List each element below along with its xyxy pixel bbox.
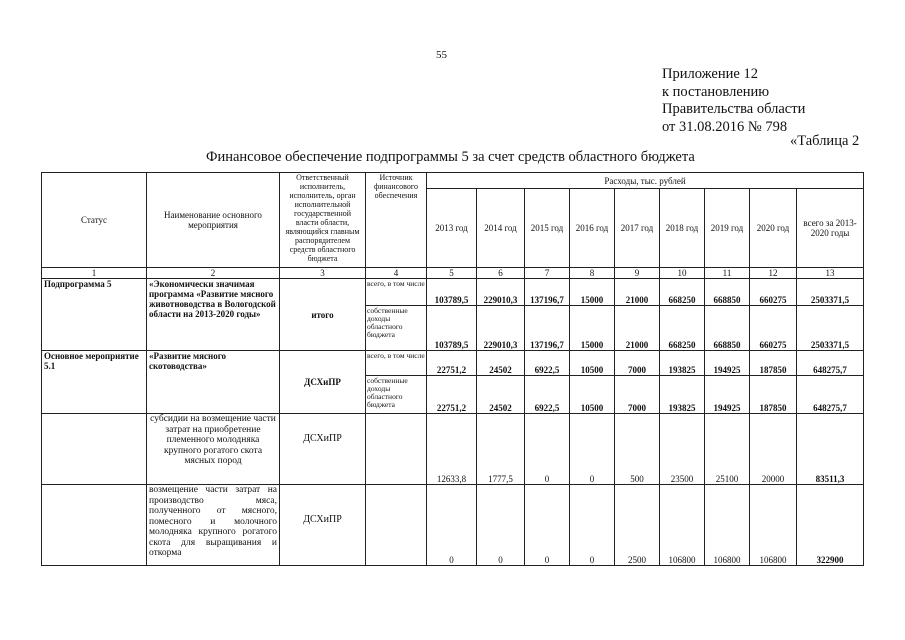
value-cell: 10500 [570,376,615,414]
row-source: собственные доходы областного бюджета [366,306,427,351]
value-cell: 0 [477,485,525,566]
row-name: «Экономически значимая программа «Развитие мясного животноводства в Вологодской области на 2013-2020 годы» [147,279,280,351]
value-cell: 10500 [570,351,615,376]
header-year: 2015 год [525,189,570,268]
value-total: 83511,3 [797,414,864,485]
column-number: 2 [147,268,280,279]
value-cell: 137196,7 [525,279,570,306]
value-cell: 0 [525,485,570,566]
column-number: 3 [280,268,366,279]
header-year: 2016 год [570,189,615,268]
value-cell: 229010,3 [477,306,525,351]
header-year: 2019 год [705,189,750,268]
value-cell: 103789,5 [427,279,477,306]
value-cell: 0 [570,485,615,566]
value-cell: 668250 [660,279,705,306]
row-responsible: ДСХиПР [280,485,366,566]
value-cell: 106800 [660,485,705,566]
column-number: 9 [615,268,660,279]
value-cell: 2500 [615,485,660,566]
value-cell: 668250 [660,306,705,351]
value-cell: 15000 [570,279,615,306]
header-status: Статус [42,173,147,268]
value-total: 2503371,5 [797,306,864,351]
appendix-block [662,66,805,136]
column-number: 7 [525,268,570,279]
value-cell: 7000 [615,351,660,376]
row-source [366,414,427,485]
value-cell: 25100 [705,414,750,485]
value-cell: 7000 [615,376,660,414]
column-number: 13 [797,268,864,279]
value-cell: 660275 [750,306,797,351]
value-cell: 21000 [615,306,660,351]
column-number: 12 [750,268,797,279]
value-cell: 24502 [477,376,525,414]
value-cell: 106800 [750,485,797,566]
value-cell: 0 [525,414,570,485]
value-cell: 193825 [660,351,705,376]
value-total: 648275,7 [797,351,864,376]
page-number: 55 [436,49,447,61]
row-status [42,414,147,485]
row-status [42,485,147,566]
row-name: «Развитие мясного скотоводства» [147,351,280,414]
header-name: Наименование основного мероприятия [147,173,280,268]
value-cell: 106800 [705,485,750,566]
row-status: Подпрограмма 5 [42,279,147,351]
appendix-line: от 31.08.2016 № 798 [662,118,788,135]
column-number: 6 [477,268,525,279]
table-label: «Таблица 2 [790,133,860,149]
value-cell: 24502 [477,351,525,376]
finance-table [41,172,864,566]
row-name: субсидии на возмещение части затрат на приобретение племенного молодняка крупного рогатого скота мясных пород [147,414,280,485]
value-cell: 187850 [750,376,797,414]
header-year: 2018 год [660,189,705,268]
appendix-line: Правительства области [662,101,806,117]
value-cell: 22751,2 [427,351,477,376]
value-cell: 1777,5 [477,414,525,485]
column-number: 11 [705,268,750,279]
value-cell: 0 [427,485,477,566]
column-number: 1 [42,268,147,279]
value-cell: 21000 [615,279,660,306]
header-total: всего за 2013-2020 годы [797,189,864,268]
column-number: 10 [660,268,705,279]
value-cell: 137196,7 [525,306,570,351]
column-number: 4 [366,268,427,279]
column-number: 5 [427,268,477,279]
row-source: всего, в том числе [366,279,427,306]
value-cell: 660275 [750,279,797,306]
row-source: всего, в том числе [366,351,427,376]
appendix-line: к постановлению [662,83,770,100]
header-year: 2020 год [750,189,797,268]
value-cell: 6922,5 [525,351,570,376]
header-source: Источник финансового обеспечения [366,173,427,268]
value-cell: 668850 [705,306,750,351]
value-cell: 0 [570,414,615,485]
value-cell: 500 [615,414,660,485]
value-cell: 12633,8 [427,414,477,485]
row-source: собственные доходы областного бюджета [366,376,427,414]
document-title: Финансовое обеспечение подпрограммы 5 за счет средств областного бюджета [206,149,695,165]
row-responsible: ДСХиПР [280,414,366,485]
value-total: 2503371,5 [797,279,864,306]
row-responsible: ДСХиПР [280,351,366,414]
value-cell: 194925 [705,376,750,414]
value-cell: 20000 [750,414,797,485]
header-year: 2013 год [427,189,477,268]
value-cell: 23500 [660,414,705,485]
value-cell: 103789,5 [427,306,477,351]
row-source [366,485,427,566]
value-cell: 194925 [705,351,750,376]
value-total: 322900 [797,485,864,566]
value-cell: 22751,2 [427,376,477,414]
value-cell: 668850 [705,279,750,306]
row-name: возмещение части затрат на производство мяса, полученного от мясного, помесного и молочного молодняка крупного рогатого скота для выращивания и откорма [147,485,280,566]
appendix-line: Приложение 12 [662,66,758,82]
header-responsible: Ответственный исполнитель, исполнитель, орган исполнительной государственной власти области, являющийся главным распорядителем средств областного бюджета [280,173,366,268]
column-number: 8 [570,268,615,279]
value-total: 648275,7 [797,376,864,414]
header-expenses: Расходы, тыс. рублей [427,173,864,189]
value-cell: 187850 [750,351,797,376]
value-cell: 229010,3 [477,279,525,306]
header-year: 2017 год [615,189,660,268]
value-cell: 6922,5 [525,376,570,414]
header-year: 2014 год [477,189,525,268]
value-cell: 193825 [660,376,705,414]
value-cell: 15000 [570,306,615,351]
row-responsible: итого [280,279,366,351]
row-status: Основное мероприятие 5.1 [42,351,147,414]
